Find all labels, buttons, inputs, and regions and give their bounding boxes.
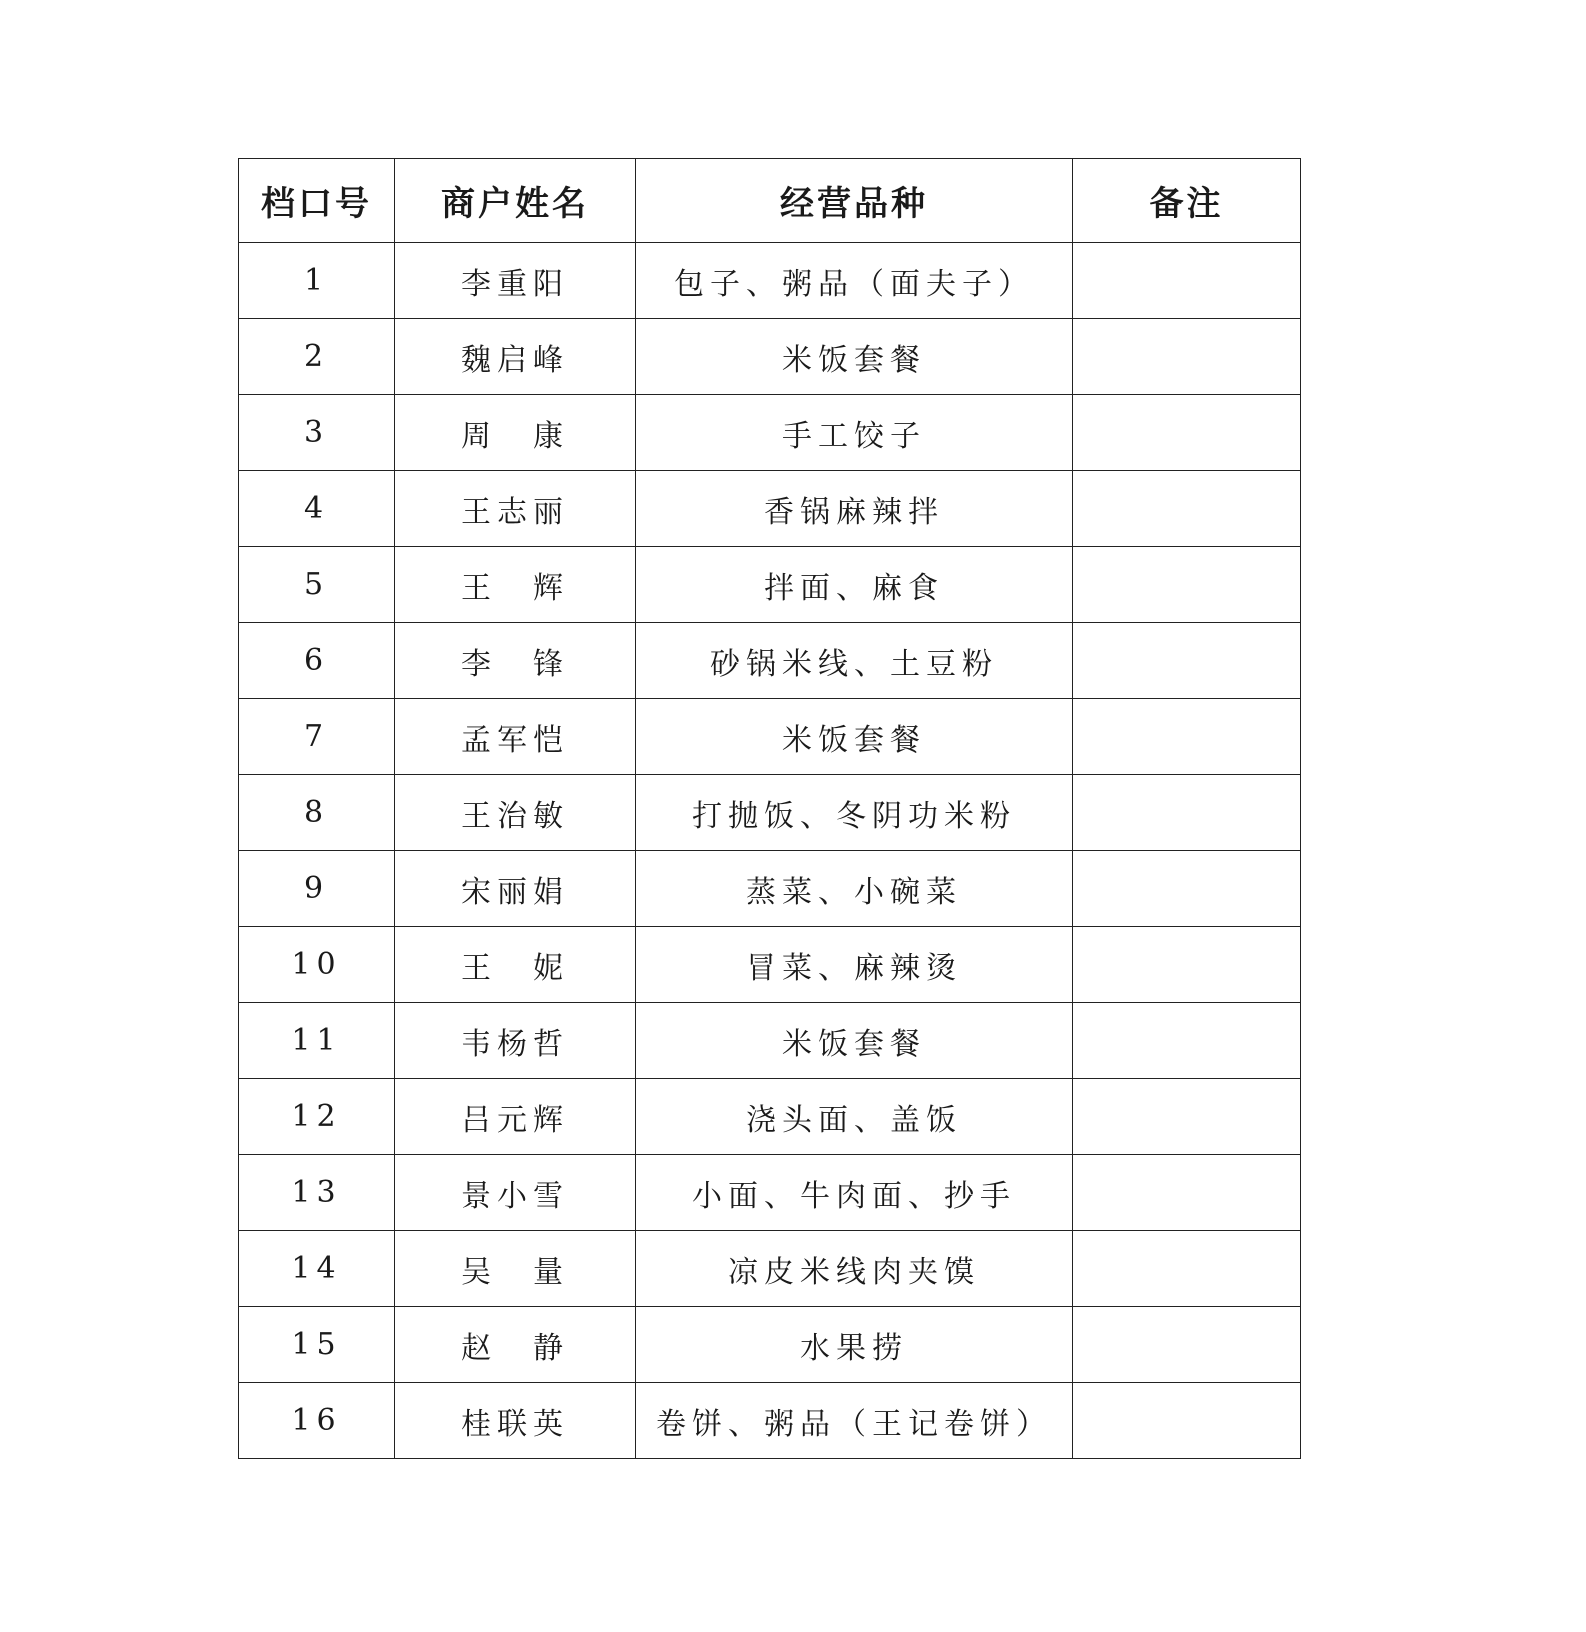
remarks-cell (1073, 623, 1301, 699)
business-items-cell: 包子、粥品（面夫子） (636, 243, 1073, 319)
business-items-cell: 拌面、麻食 (636, 547, 1073, 623)
table-row (239, 243, 1301, 319)
stall-number-cell: 2 (239, 319, 395, 395)
remarks-cell (1073, 927, 1301, 1003)
remarks-cell (1073, 1079, 1301, 1155)
business-items-cell: 浇头面、盖饭 (636, 1079, 1073, 1155)
business-items-cell: 小面、牛肉面、抄手 (636, 1155, 1073, 1231)
stall-number-cell: 4 (239, 471, 395, 547)
table-row (239, 319, 1301, 395)
remarks-cell (1073, 395, 1301, 471)
header-remarks: 备注 (1073, 159, 1301, 243)
stall-number-cell: 14 (239, 1231, 395, 1307)
remarks-cell (1073, 699, 1301, 775)
table-row (239, 623, 1301, 699)
header-stall-number: 档口号 (239, 159, 395, 243)
merchant-name-cell: 李 锋 (395, 623, 636, 699)
remarks-cell (1073, 775, 1301, 851)
merchant-name-cell: 宋丽娟 (395, 851, 636, 927)
stall-number-cell: 6 (239, 623, 395, 699)
business-items-cell: 米饭套餐 (636, 319, 1073, 395)
table-header (239, 159, 1301, 243)
stall-number-cell: 15 (239, 1307, 395, 1383)
table-row (239, 851, 1301, 927)
merchant-name-cell: 吕元辉 (395, 1079, 636, 1155)
merchant-name-cell: 魏启峰 (395, 319, 636, 395)
remarks-cell (1073, 243, 1301, 319)
stall-number-cell: 12 (239, 1079, 395, 1155)
stall-number-cell: 16 (239, 1383, 395, 1459)
business-items-cell: 卷饼、粥品（王记卷饼） (636, 1383, 1073, 1459)
table-row (239, 395, 1301, 471)
merchant-name-cell: 韦杨哲 (395, 1003, 636, 1079)
remarks-cell (1073, 1155, 1301, 1231)
stall-number-cell: 9 (239, 851, 395, 927)
business-items-cell: 冒菜、麻辣烫 (636, 927, 1073, 1003)
merchant-name-cell: 赵 静 (395, 1307, 636, 1383)
header-business-items: 经营品种 (636, 159, 1073, 243)
business-items-cell: 手工饺子 (636, 395, 1073, 471)
merchant-name-cell: 王治敏 (395, 775, 636, 851)
business-items-cell: 水果捞 (636, 1307, 1073, 1383)
header-merchant-name: 商户姓名 (395, 159, 636, 243)
stall-number-cell: 7 (239, 699, 395, 775)
stall-number-cell: 3 (239, 395, 395, 471)
header-row (239, 159, 1301, 243)
remarks-cell (1073, 1307, 1301, 1383)
table-row (239, 699, 1301, 775)
merchant-name-cell: 孟军恺 (395, 699, 636, 775)
merchant-name-cell: 景小雪 (395, 1155, 636, 1231)
business-items-cell: 米饭套餐 (636, 1003, 1073, 1079)
stall-number-cell: 1 (239, 243, 395, 319)
remarks-cell (1073, 1003, 1301, 1079)
table-row (239, 547, 1301, 623)
business-items-cell: 蒸菜、小碗菜 (636, 851, 1073, 927)
business-items-cell: 米饭套餐 (636, 699, 1073, 775)
table-row (239, 775, 1301, 851)
remarks-cell (1073, 1383, 1301, 1459)
remarks-cell (1073, 319, 1301, 395)
stall-number-cell: 5 (239, 547, 395, 623)
table-row (239, 471, 1301, 547)
stall-number-cell: 13 (239, 1155, 395, 1231)
merchant-name-cell: 周 康 (395, 395, 636, 471)
table-row (239, 1003, 1301, 1079)
table-row (239, 1079, 1301, 1155)
merchant-name-cell: 李重阳 (395, 243, 636, 319)
business-items-cell: 砂锅米线、土豆粉 (636, 623, 1073, 699)
business-items-cell: 打抛饭、冬阴功米粉 (636, 775, 1073, 851)
merchant-name-cell: 吴 量 (395, 1231, 636, 1307)
remarks-cell (1073, 851, 1301, 927)
remarks-cell (1073, 547, 1301, 623)
table-row (239, 1383, 1301, 1459)
table-row (239, 1307, 1301, 1383)
remarks-cell (1073, 471, 1301, 547)
table-row (239, 1231, 1301, 1307)
business-items-cell: 凉皮米线肉夹馍 (636, 1231, 1073, 1307)
stall-number-cell: 8 (239, 775, 395, 851)
table-row (239, 927, 1301, 1003)
merchant-name-cell: 王 妮 (395, 927, 636, 1003)
table-row (239, 1155, 1301, 1231)
stall-number-cell: 10 (239, 927, 395, 1003)
merchant-name-cell: 王 辉 (395, 547, 636, 623)
merchant-name-cell: 王志丽 (395, 471, 636, 547)
table-body (239, 243, 1301, 1459)
merchant-name-cell: 桂联英 (395, 1383, 636, 1459)
stall-number-cell: 11 (239, 1003, 395, 1079)
vendor-table (238, 158, 1301, 1459)
business-items-cell: 香锅麻辣拌 (636, 471, 1073, 547)
remarks-cell (1073, 1231, 1301, 1307)
